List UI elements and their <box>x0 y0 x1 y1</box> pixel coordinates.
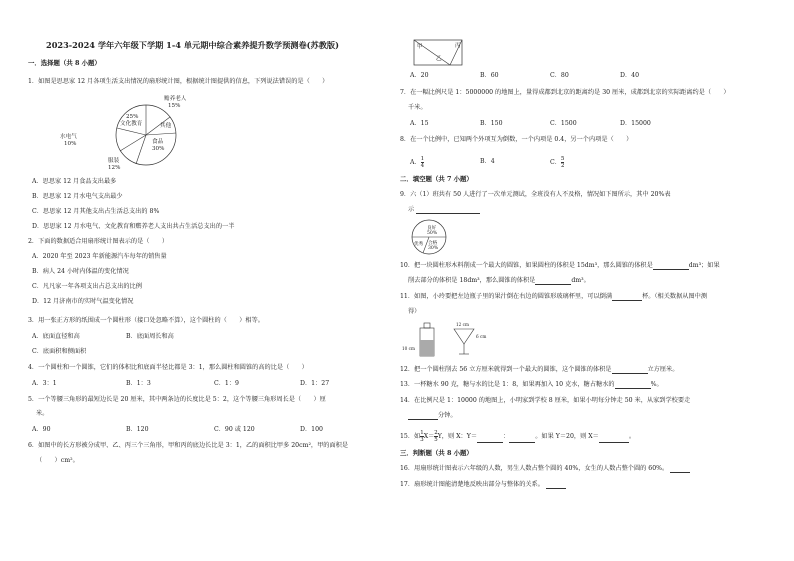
q15-mid1: X＝ <box>423 433 435 440</box>
section-fill-heading: 二．填空题（共 7 小题） <box>400 175 473 183</box>
q11-dim-diameter: 12 cm <box>456 322 469 327</box>
page-title: 2023-2024 学年六年级下学期 1-4 单元期中综合素养提升数学预测卷(苏教版) <box>46 40 339 50</box>
q8-option-a-label: A． <box>410 159 421 166</box>
q6-label-yi: 乙 <box>436 56 442 62</box>
q11-dim-depth: 6 cm <box>476 334 487 339</box>
q2-option-b[interactable]: B．病人 24 小时内体温的变化情况 <box>32 268 129 275</box>
q17-stem: 17．扇形统计图能清楚地反映出部分与整体的关系。 <box>400 481 544 488</box>
q8-a-numerator: 1 <box>420 156 425 162</box>
q8-a-denominator: 4 <box>420 163 425 169</box>
q9-pct-good: 50% <box>427 231 438 236</box>
q7-stem-cont: 千米。 <box>408 104 427 111</box>
right-column <box>400 0 780 561</box>
q1-slice-pct-clothes: 12% <box>108 165 121 171</box>
q6-label-jia: 甲 <box>417 44 423 50</box>
q1-slice-pct-food: 30% <box>152 146 165 152</box>
q8-option-a-fraction <box>421 156 425 169</box>
left-column <box>28 0 408 561</box>
q10-blank-1[interactable] <box>653 262 689 270</box>
q16-stem: 16．用扇形统计图表示六年级的人数，男生人数占整个圆的 40%，女生的人数占整个圆的 60%。 <box>400 465 669 472</box>
q15-end: 。 <box>628 433 635 440</box>
q1-pie-outline <box>116 105 176 165</box>
q1-pie-chart <box>60 95 230 175</box>
q1-option-c[interactable]: C．思思家 12 月其他支出占生活总支出的 8% <box>32 208 160 215</box>
q16-blank[interactable] <box>670 465 690 473</box>
q6-option-a[interactable]: A．20 <box>410 72 429 79</box>
q2-stem: 2．下面的数据适合用扇形统计图表示的是（ ） <box>28 238 169 245</box>
q13-stem: 13．一杯糖水 90 克，糖与水的比是 1：8，如果再加入 10 克水，糖占糖水的 <box>400 381 615 388</box>
q8-option-a[interactable] <box>410 156 424 169</box>
q16-line <box>400 465 690 473</box>
q1-slice-label-edu: 文化教育 <box>120 121 143 127</box>
q17-line <box>400 481 566 489</box>
q2-option-d[interactable]: D．12 月济南市的实时气温变化情况 <box>32 298 134 305</box>
q1-option-d[interactable]: D．思思家 12 月水电气、文化教育和赡养老人支出共占生活总支出的一半 <box>32 223 235 230</box>
q15-line <box>400 430 635 443</box>
q11-dim-height: 10 cm <box>402 346 415 351</box>
cone-glass-icon <box>454 329 474 344</box>
q5-stem: 5．一个等腰三角形的最短边长是 20 厘米，其中两条边的长度比是 5：2，这个等腰三角形周长是（ ）厘 <box>28 396 326 403</box>
q1-slice-pct-edu: 25% <box>126 114 139 120</box>
q3-option-c[interactable]: C．底面积和侧面积 <box>32 348 87 355</box>
q13-tail: %。 <box>650 381 663 388</box>
q4-option-d[interactable]: D．1：27 <box>300 380 330 387</box>
q5-option-d[interactable]: D．100 <box>300 426 323 433</box>
q15-n1: 1 <box>420 430 424 436</box>
q9-label-excellent: 优秀 <box>414 242 424 247</box>
q9-label-pass: 合格 <box>428 241 438 246</box>
q11-bottle-glass-figure <box>402 320 488 360</box>
q1-option-a[interactable]: A．思思家 12 月食品支出最多 <box>32 178 117 185</box>
q8-c-denominator: 2 <box>560 163 565 169</box>
section-choice-heading: 一．选择题（共 8 小题） <box>28 59 101 67</box>
q1-option-b[interactable]: B．思思家 12 月水电气支出最少 <box>32 193 123 200</box>
q11-blank[interactable] <box>612 293 642 301</box>
q1-slice-label-utility: 水电气 <box>60 134 77 140</box>
q6-stem-cont: （ ）cm²。 <box>36 457 79 464</box>
q10-line1 <box>400 262 720 270</box>
q8-stem: 8．在一个比例中，已知两个外项互为倒数，一个内项是 0.4，另一个内项是（ ） <box>400 136 633 143</box>
q11-line1 <box>400 293 707 301</box>
q7-option-c[interactable]: C．1500 <box>550 120 577 127</box>
q15-blank-1[interactable] <box>477 435 503 443</box>
q3-stem: 3．用一张正方形的纸围成一个圆柱形（接口处忽略不算），这个圆柱的（ ）相等。 <box>28 317 264 324</box>
q1-slice-label-clothes: 服装 <box>108 158 120 164</box>
q9-pct-pass: 30% <box>428 246 439 251</box>
q9-label-good: 良好 <box>427 226 437 231</box>
q10-stem: 10．把一块圆柱形木料削成一个最大的圆锥，如果圆柱的体积是 15dm³，那么圆锥的体积是 <box>400 262 653 269</box>
q12-stem: 12．把一个圆柱削去 56 立方厘米就得到一个最大的圆锥，这个圆锥的体积是 <box>400 366 612 373</box>
q9-answer-blank[interactable] <box>416 206 480 214</box>
q11-stem-tail: 杯。（相关数据从图中测 <box>642 293 708 300</box>
q9-stem: 9．六（1）班共有 50 人进行了一次单元测试，全班没有人不及格，情况如下图所示，其中 20%表 <box>400 191 671 198</box>
q17-blank[interactable] <box>546 481 566 489</box>
q6-option-d[interactable]: D．40 <box>620 72 640 79</box>
q10-blank-2[interactable] <box>535 277 571 285</box>
q3-option-a[interactable]: A．底面直径和高 <box>32 333 80 340</box>
q4-option-b[interactable]: B．1：3 <box>126 380 151 387</box>
q6-option-c[interactable]: C．80 <box>550 72 569 79</box>
q15-mid3: ： <box>503 433 510 440</box>
q2-option-c[interactable]: C．凡凡家一年各项支出占总支出的比例 <box>32 283 142 290</box>
q14-stem2: 分钟。 <box>438 412 457 419</box>
q14-blank[interactable] <box>408 412 438 420</box>
q9-stem2: 示 <box>408 206 415 213</box>
q5-stem-cont: 米。 <box>36 410 49 417</box>
q1-slice-label-other: 其他 <box>160 123 172 129</box>
q7-option-b[interactable]: B．150 <box>480 120 503 127</box>
q8-option-c-fraction <box>561 156 565 169</box>
q11-stem-cont: 得） <box>408 308 421 315</box>
q7-option-d[interactable]: D．15000 <box>620 120 651 127</box>
q8-c-numerator: 5 <box>560 156 565 162</box>
q15-blank-2[interactable] <box>509 435 535 443</box>
q11-stem: 11．如图，小玲要把左边瓶子里的果汁倒在右边的圆锥形玻璃杯里，可以倒满 <box>400 293 613 300</box>
q15-d1: 3 <box>420 437 424 443</box>
q14-stem: 14．在比例尺是 1：10000 的地图上，小明家到学校 8 厘米，如果小明每分钟走 50 米，从家到学校要走 <box>400 397 691 404</box>
q15-mid2: Y，则 X：Y＝ <box>437 433 478 440</box>
q2-option-a[interactable]: A．2020 年至 2023 年新能源汽车每年的销售量 <box>32 253 167 260</box>
q1-slice-pct-elder: 15% <box>168 103 181 109</box>
q13-line <box>400 381 663 389</box>
q5-option-a[interactable]: A．90 <box>32 426 51 433</box>
q5-option-c[interactable]: C．90 或 120 <box>214 426 255 433</box>
q9-pie-chart <box>410 218 450 258</box>
q13-blank[interactable] <box>615 381 651 389</box>
q10-stem-tail: dm³；如果 <box>688 262 720 269</box>
q6-label-bing: 丙 <box>455 43 461 49</box>
q9-stem-cont <box>408 206 480 214</box>
q8-option-c[interactable] <box>550 156 564 169</box>
q15-d2: 5 <box>434 437 438 443</box>
q12-tail: 立方厘米。 <box>647 366 679 373</box>
q15-blank-3[interactable] <box>599 435 629 443</box>
q10-stem2-tail: dm³。 <box>571 277 590 284</box>
q6-rectangle-figure <box>414 40 464 66</box>
q12-blank[interactable] <box>612 366 648 374</box>
q6-option-b[interactable]: B．60 <box>480 72 499 79</box>
q4-option-a[interactable]: A．3：1 <box>32 380 57 387</box>
q1-stem: 1．如图是思思家 12 月各项生活支出情况的扇形统计图，根据统计图提供的信息，下列说法错误的是（ ） <box>28 78 329 85</box>
q14-line2 <box>408 412 457 420</box>
q8-option-b[interactable]: B．4 <box>480 158 495 165</box>
q4-stem: 4．一个圆柱和一个圆锥，它们的体积比和底面半径比都是 3：1，那么圆柱和圆锥的高的比是（ ） <box>28 364 308 371</box>
q15-pre: 15．如 <box>400 433 421 440</box>
q7-stem: 7．在一幅比例尺是 1：5000000 的地图上，量得成都到北京的距离约是 30 厘米，成都到北京的实际距离约是（ ） <box>400 89 730 96</box>
q3-option-b[interactable]: B．底面周长和高 <box>126 333 174 340</box>
q7-option-a[interactable]: A．15 <box>410 120 429 127</box>
q1-slice-pct-utility: 10% <box>64 141 77 147</box>
q15-n2: 2 <box>434 430 438 436</box>
q5-option-b[interactable]: B．120 <box>126 426 149 433</box>
q1-slice-label-elder: 赡养老人 <box>164 96 187 102</box>
q8-option-c-label: C． <box>550 159 561 166</box>
q4-option-c[interactable]: C．1：9 <box>214 380 239 387</box>
section-judge-heading: 三．判断题（共 8 小题） <box>400 449 473 457</box>
q10-line2 <box>408 277 590 285</box>
q1-slice-label-food: 食品 <box>152 139 164 145</box>
q12-line <box>400 366 678 374</box>
q10-stem2: 削去部分的体积是 18dm³，那么圆锥的体积是 <box>408 277 536 284</box>
q6-stem: 6．如图中的长方形被分成甲、乙、丙三个三角形，甲和丙的底边长比是 3：1，乙的面积比甲多 20cm²，甲的面积是 <box>28 442 349 449</box>
q15-mid4: 。如果 Y＝20，则 X＝ <box>535 433 599 440</box>
